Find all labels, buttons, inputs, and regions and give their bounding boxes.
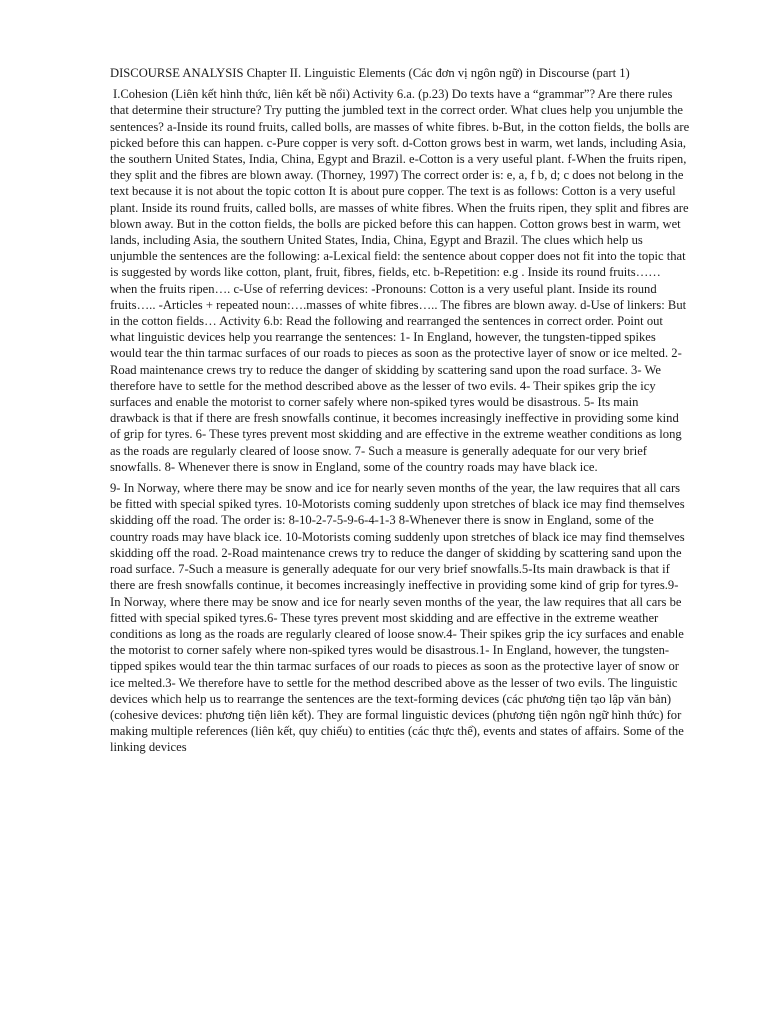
document-body [110,65,690,756]
paragraph-ordering: 9- In Norway, where there may be snow and ice for nearly seven months of the year, the law requires that all cars be fitted with special spiked tyres. 10-Motorists coming suddenly upon stretches of black ice may find themselves skidding off the road. The order is: 8-10-2-7-5-9-6-4-1-3 8-Whenever there is snow in England, some of the country roads may have black ice. 10-Motorists coming suddenly upon stretches of black ice may find themselves skidding off the road. 2-Road maintenance crews try to reduce the danger of skidding by scattering sand upon the road surface. 7-Such a measure is generally adequate for our very brief snowfalls.5-Its main drawback is that if there are fresh snowfalls continue, it becomes increasingly ineffective in providing some kind of grip for tyres.9- In Norway, where there may be snow and ice for nearly seven months of the year, the law requires that all cars be fitted with special spiked tyres.6- These tyres prevent most skidding and are effective in the extreme weather conditions as long as the roads are regularly cleared of loose snow.4- Their spikes grip the icy surfaces and enable the motorist to corner safely where non-spiked tyres would be disastrous.1- In England, however, the tungsten-tipped spikes would tear the thin tarmac surfaces of our roads to pieces as soon as the protective layer of snow or ice melted.3- We therefore have to settle for the method described above as the lesser of two evils. The linguistic devices which help us to rearrange the sentences are the text-forming devices (các phương tiện tạo lập văn bản) (cohesive devices: phương tiện liên kết). They are formal linguistic devices (phương tiện ngôn ngữ hình thức) for making multiple references (liên kết, quy chiếu) to entities (các thực thể), events and states of affairs. Some of the linking devices [110,481,685,755]
document-title: DISCOURSE ANALYSIS Chapter II. Linguistic Elements (Các đơn vị ngôn ngữ) in Discourse (part 1) [110,66,630,80]
paragraph-cohesion: I.Cohesion (Liên kết hình thức, liên kết bề nổi) Activity 6.a. (p.23) Do texts have a “grammar”? Are there rules that determine their structure? Try putting the jumbled text in the correct order. What clues help you unjumble the sentences? a-Inside its round fruits, called bolls, are masses of white fibres. b-But, in the cotton fields, the bolls are picked before this can happen. c-Pure copper is very soft. d-Cotton grows best in warm, wet lands, including Asia, the southern United States, India, China, Egypt and Brazil. e-Cotton is a very useful plant. f-When the fruits ripen, they split and the fibres are blown away. (Thorney, 1997) The correct order is: e, a, f b, d; c does not belong in the text because it is not about the topic cotton It is about pure copper. The text is as follows: Cotton is a very useful plant. Inside its round fruits, called bolls, are masses of white fibres. When the fruits ripen, they split and fibres are blown away. But in the cotton fields, the bolls are picked before this can happen. Cotton grows best in warm, wet lands, including Asia, the southern United States, India, China, Egypt and Brazil. The clues which help us unjumble the sentences are the following: a-Lexical field: the sentence about copper does not fit into the topic that is suggested by words like cotton, plant, fruit, fibres, fields, etc. b-Repetition: e.g . Inside its round fruits…… when the fruits ripen…. c-Use of referring devices: -Pronouns: Cotton is a very useful plant. Inside its round fruits….. -Articles + repeated noun:….masses of white fibres….. The fibres are blown away. d-Use of linkers: But in the cotton fields… Activity 6.b: Read the following and rearranged the sentences in correct order. Point out what linguistic devices help you rearrange the sentences: 1- In England, however, the tungsten-tipped spikes would tear the thin tarmac surfaces of our roads to pieces as soon as the protective layer of snow or ice melted. 2- Road maintenance crews try to reduce the danger of skidding by scattering sand upon the road surface. 3- We therefore have to settle for the method described above as the lesser of two evils. 4- Their spikes grip the icy surfaces and enable the motorist to corner safely where non-spiked tyres would be disastrous. 5- Its main drawback is that if there are fresh snowfalls continue, it becomes increasingly ineffective in providing some kind of grip for tyres. 6- These tyres prevent most skidding and are effective in the extreme weather conditions as long as the roads are regularly cleared of loose snow. 7- Such a measure is generally adequate for our very brief snowfalls. 8- Whenever there is snow in England, some of the country roads may have black ice. [110,87,690,474]
